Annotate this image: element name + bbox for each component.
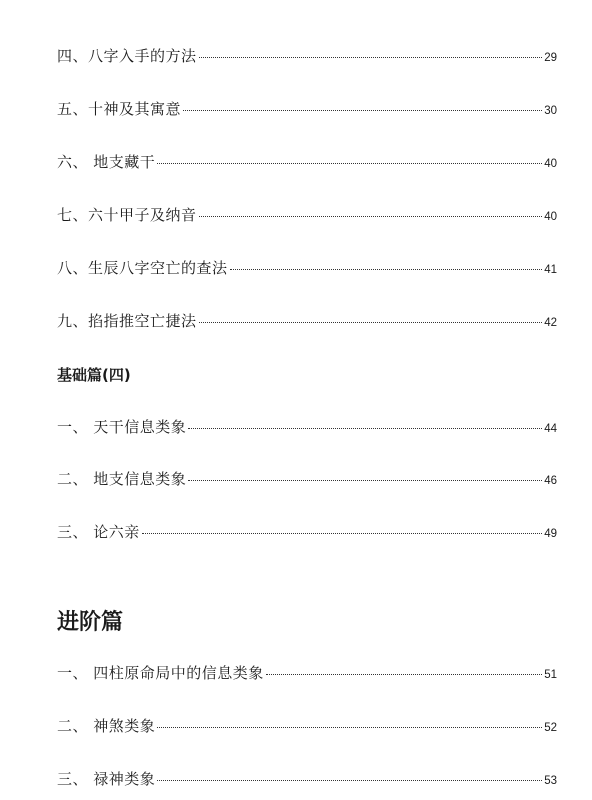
toc-entry-title: 二、 神煞类象 xyxy=(57,717,156,735)
toc-entry-page: 46 xyxy=(544,475,557,487)
toc-leader-dots xyxy=(188,428,542,429)
toc-entry-page: 51 xyxy=(544,669,557,681)
toc-leader-dots xyxy=(188,480,542,481)
toc-leader-dots xyxy=(266,674,542,675)
toc-entry-page: 42 xyxy=(544,317,557,329)
toc-entry-title: 八、生辰八字空亡的查法 xyxy=(57,259,228,277)
toc-entry[interactable] xyxy=(57,769,557,791)
toc-entry-title: 七、六十甲子及纳音 xyxy=(57,206,197,224)
toc-leader-dots xyxy=(157,727,542,728)
toc-entry-page: 49 xyxy=(544,528,557,540)
toc-entry[interactable] xyxy=(57,417,557,439)
toc-entry[interactable] xyxy=(57,205,557,227)
toc-entry[interactable] xyxy=(57,311,557,333)
toc-entry-title: 五、十神及其寓意 xyxy=(57,100,182,118)
section-heading: 基础篇(四) xyxy=(57,366,131,384)
toc-entry[interactable] xyxy=(57,46,557,68)
toc-entry-title: 二、 地支信息类象 xyxy=(57,470,187,488)
toc-entry[interactable] xyxy=(57,716,557,738)
toc-entry[interactable] xyxy=(57,152,557,174)
toc-entry-title: 一、 四柱原命局中的信息类象 xyxy=(57,664,264,682)
toc-entry-page: 44 xyxy=(544,423,557,435)
toc-entry-page: 30 xyxy=(544,105,557,117)
toc-leader-dots xyxy=(199,216,543,217)
toc-entry-title: 四、八字入手的方法 xyxy=(57,47,197,65)
toc-leader-dots xyxy=(142,533,542,534)
toc-leader-dots xyxy=(157,780,542,781)
toc-leader-dots xyxy=(199,57,543,58)
chapter-heading: 进阶篇 xyxy=(57,610,124,635)
toc-entry[interactable] xyxy=(57,258,557,280)
toc-leader-dots xyxy=(199,322,543,323)
toc-leader-dots xyxy=(183,110,542,111)
toc-entry-page: 53 xyxy=(544,775,557,787)
toc-leader-dots xyxy=(230,269,543,270)
toc-entry[interactable] xyxy=(57,522,557,544)
toc-entry[interactable] xyxy=(57,99,557,121)
toc-entry-page: 41 xyxy=(544,264,557,276)
toc-entry[interactable] xyxy=(57,469,557,491)
toc-entry-title: 一、 天干信息类象 xyxy=(57,418,187,436)
toc-entry[interactable] xyxy=(57,663,557,685)
toc-entry-page: 40 xyxy=(544,211,557,223)
toc-leader-dots xyxy=(157,163,542,164)
toc-entry-title: 六、 地支藏干 xyxy=(57,153,156,171)
toc-entry-page: 40 xyxy=(544,158,557,170)
toc-entry-page: 52 xyxy=(544,722,557,734)
toc-entry-title: 三、 禄神类象 xyxy=(57,770,156,788)
toc-entry-page: 29 xyxy=(544,52,557,64)
toc-entry-title: 九、掐指推空亡捷法 xyxy=(57,312,197,330)
toc-entry-title: 三、 论六亲 xyxy=(57,523,140,541)
